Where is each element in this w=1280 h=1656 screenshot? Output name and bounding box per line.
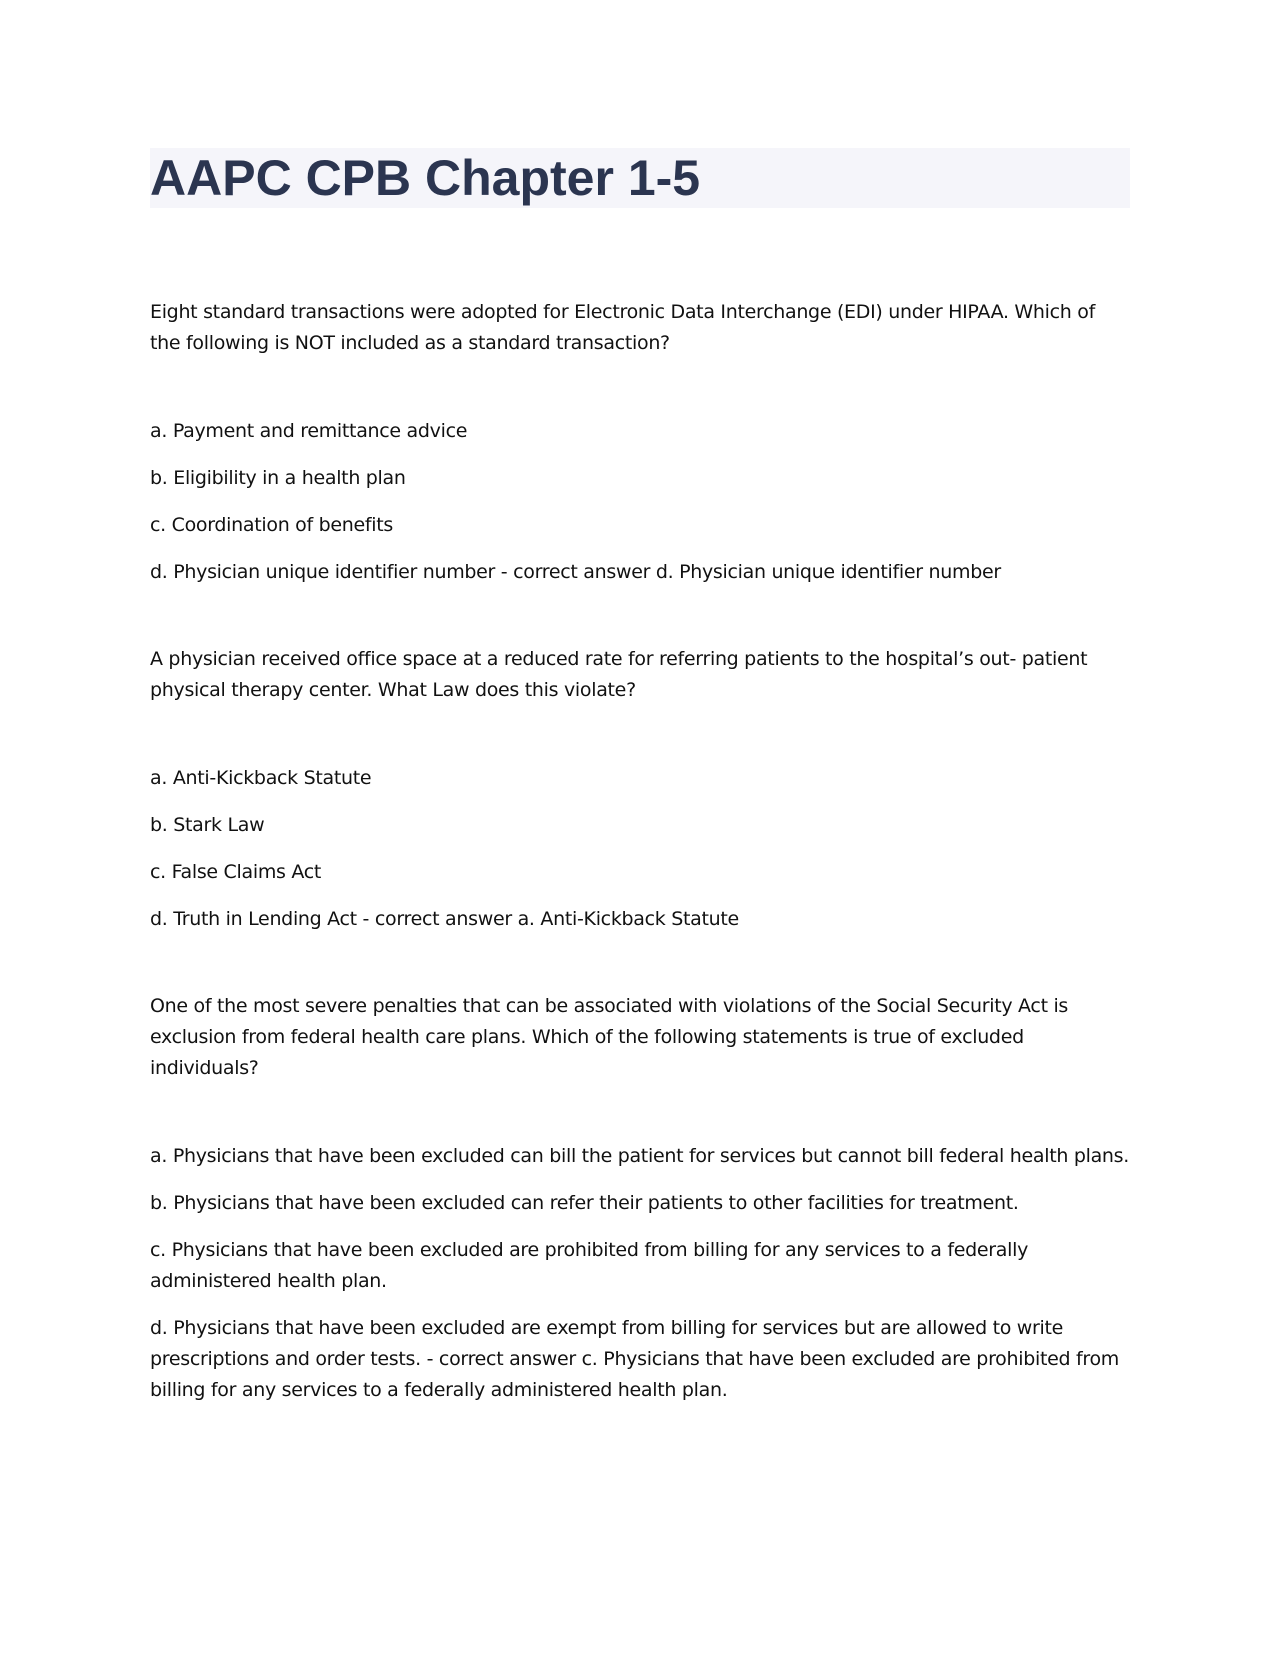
question-block — [150, 297, 1130, 588]
answer-option: c. Physicians that have been excluded are prohibited from billing for any services to a federally administered health plan. — [150, 1239, 1029, 1292]
question-prompt: One of the most severe penalties that can be associated with violations of the Social Security Act is exclusion from federal health care plans. Which of the following statements is true of excluded individuals? — [150, 995, 1069, 1079]
answer-option: b. Stark Law — [150, 814, 265, 836]
question-block — [150, 644, 1130, 935]
answer-options — [150, 763, 1130, 935]
title-banner — [150, 148, 1130, 208]
answer-option: c. Coordination of benefits — [150, 514, 394, 536]
answer-option: d. Physician unique identifier number - correct answer d. Physician unique identifier number — [150, 561, 1001, 583]
answer-options — [150, 1141, 1130, 1406]
answer-options — [150, 416, 1130, 588]
document-page — [150, 148, 1130, 1422]
question-prompt: Eight standard transactions were adopted for Electronic Data Interchange (EDI) under HIPAA. Which of the following is NOT included as a standard transaction? — [150, 301, 1095, 354]
answer-option: a. Payment and remittance advice — [150, 420, 468, 442]
answer-option: c. False Claims Act — [150, 861, 322, 883]
document-title: AAPC CPB Chapter 1-5 — [150, 150, 701, 206]
answer-option: d. Physicians that have been excluded are exempt from billing for services but are allowed to write prescriptions and order tests. - correct answer c. Physicians that have been excluded are prohibited from billing for any services to a federally administered health plan. — [150, 1317, 1119, 1401]
question-prompt: A physician received office space at a reduced rate for referring patients to the hospital’s out- patient physical therapy center. What Law does this violate? — [150, 648, 1088, 701]
answer-option: b. Eligibility in a health plan — [150, 467, 406, 489]
answer-option: d. Truth in Lending Act - correct answer a. Anti-Kickback Statute — [150, 908, 739, 930]
answer-option: a. Physicians that have been excluded can bill the patient for services but cannot bill federal health plans. — [150, 1145, 1129, 1167]
answer-option: b. Physicians that have been excluded can refer their patients to other facilities for treatment. — [150, 1192, 1019, 1214]
question-block — [150, 991, 1130, 1406]
answer-option: a. Anti-Kickback Statute — [150, 767, 372, 789]
